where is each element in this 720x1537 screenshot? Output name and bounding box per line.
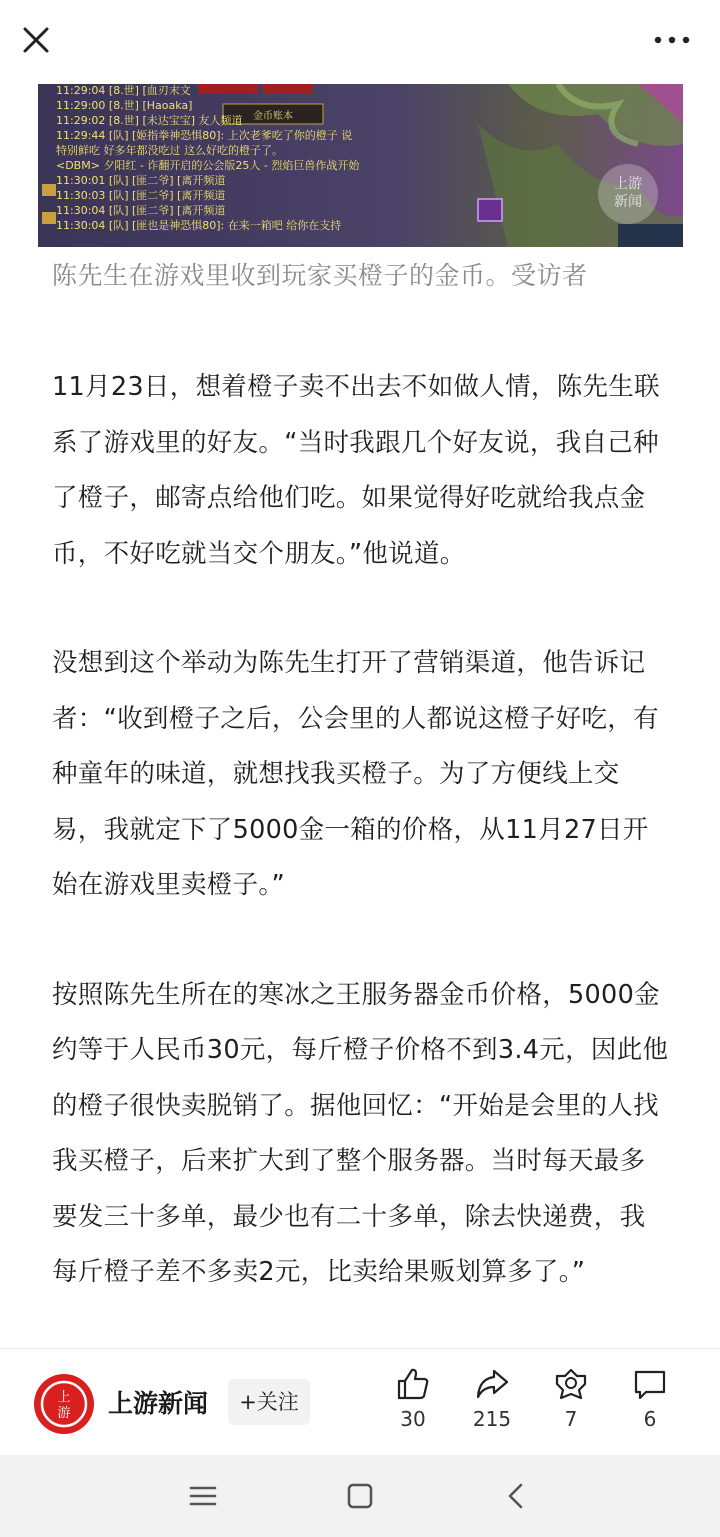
comment-icon [632, 1367, 668, 1401]
share-button[interactable] [457, 1367, 527, 1447]
home-icon[interactable] [343, 1479, 377, 1513]
game-chat-screenshot [38, 84, 683, 247]
paragraph-3: 按照陈先生所在的寒冰之王服务器金币价格，5000金约等于人民币30元，每斤橙子价格不到3.4元，因此他的橙子很快卖脱销了。据他回忆：“开始是会里的人找我买橙子，后来扩大到了整个服务器。当时每天最多要发三十多单，最少也有二十多单，除去快递费，我每斤橙子差不多卖2元，比卖给果贩划算多了。” [52, 979, 669, 1287]
chat-line: 11:30:03 [队] [匪二爷] [离开频道 [56, 189, 226, 202]
favorite-icon [553, 1367, 589, 1401]
chat-line: 11:30:04 [队] [匪也是神恐惧80]: 在来一箱吧 给你在支持 [56, 219, 342, 232]
thumbs-up-icon [395, 1367, 431, 1401]
comment-button[interactable] [615, 1367, 685, 1447]
chat-line: <DBM> 夕阳红 - 诈翻开启的公会版25人 - 烈焰巨兽作战开始 [56, 159, 360, 172]
follow-button[interactable]: +关注 [228, 1379, 310, 1425]
mail-label: 金币账本 [253, 111, 293, 122]
chat-line: 11:29:00 [8.世] [Haoaka] [56, 99, 193, 112]
chat-line: 11:30:01 [队] [匪二爷] [离开频道 [56, 174, 226, 187]
share-count: 215 [472, 1407, 512, 1431]
article-image[interactable] [38, 84, 683, 247]
share-icon [474, 1367, 510, 1401]
publisher-avatar[interactable] [34, 1374, 94, 1434]
close-icon[interactable] [18, 22, 54, 58]
like-count: 30 [400, 1407, 426, 1431]
favorite-count: 7 [564, 1407, 578, 1431]
svg-text:上: 上 [57, 1390, 71, 1405]
chat-line: 11:29:44 [队] [姬指拳神恐惧80]: 上次老爹吃了你的橙子 说 [56, 129, 353, 142]
favorite-button[interactable] [536, 1367, 606, 1447]
bottom-action-bar [0, 1348, 720, 1455]
chat-line: 11:30:04 [队] [匪二爷] [离开频道 [56, 204, 226, 217]
chat-line: 11:29:04 [8.世] [血刃末文 [56, 84, 191, 97]
paragraph-2: 没想到这个举动为陈先生打开了营销渠道，他告诉记者：“收到橙子之后，公会里的人都说这橙子好吃，有种童年的味道，就想找我买橙子。为了方便线上交易，我就定下了5000金一箱的价格，从11月27日开始在游戏里卖橙子。” [52, 648, 659, 900]
image-caption: 陈先生在游戏里收到玩家买橙子的金币。受访者 [52, 261, 588, 290]
watermark-top: 上游 [614, 176, 642, 192]
menu-icon[interactable] [186, 1479, 220, 1513]
paragraph-1: 11月23日，想着橙子卖不出去不如做人情，陈先生联系了游戏里的好友。“当时我跟几个好友说，我自己种了橙子，邮寄点给他们吃。如果觉得好吃就给我点金币，不好吃就当交个朋友。”他说道。 [52, 372, 660, 569]
more-icon[interactable] [652, 30, 692, 50]
article-body [52, 360, 670, 1355]
back-icon[interactable] [500, 1479, 534, 1513]
publisher-name[interactable]: 上游新闻 [108, 1389, 209, 1418]
svg-text:游: 游 [57, 1406, 71, 1421]
chat-line: 11:29:02 [8.世] [未达宝宝] 友人频道 [56, 114, 243, 127]
top-bar [0, 0, 720, 84]
like-button[interactable] [378, 1367, 448, 1447]
watermark-bottom: 新闻 [614, 194, 642, 210]
chat-line: 特别鲜吃 好多年都没吃过 这么好吃的橙子了。 [56, 144, 283, 157]
system-nav-bar [0, 1455, 720, 1537]
comment-count: 6 [643, 1407, 657, 1431]
